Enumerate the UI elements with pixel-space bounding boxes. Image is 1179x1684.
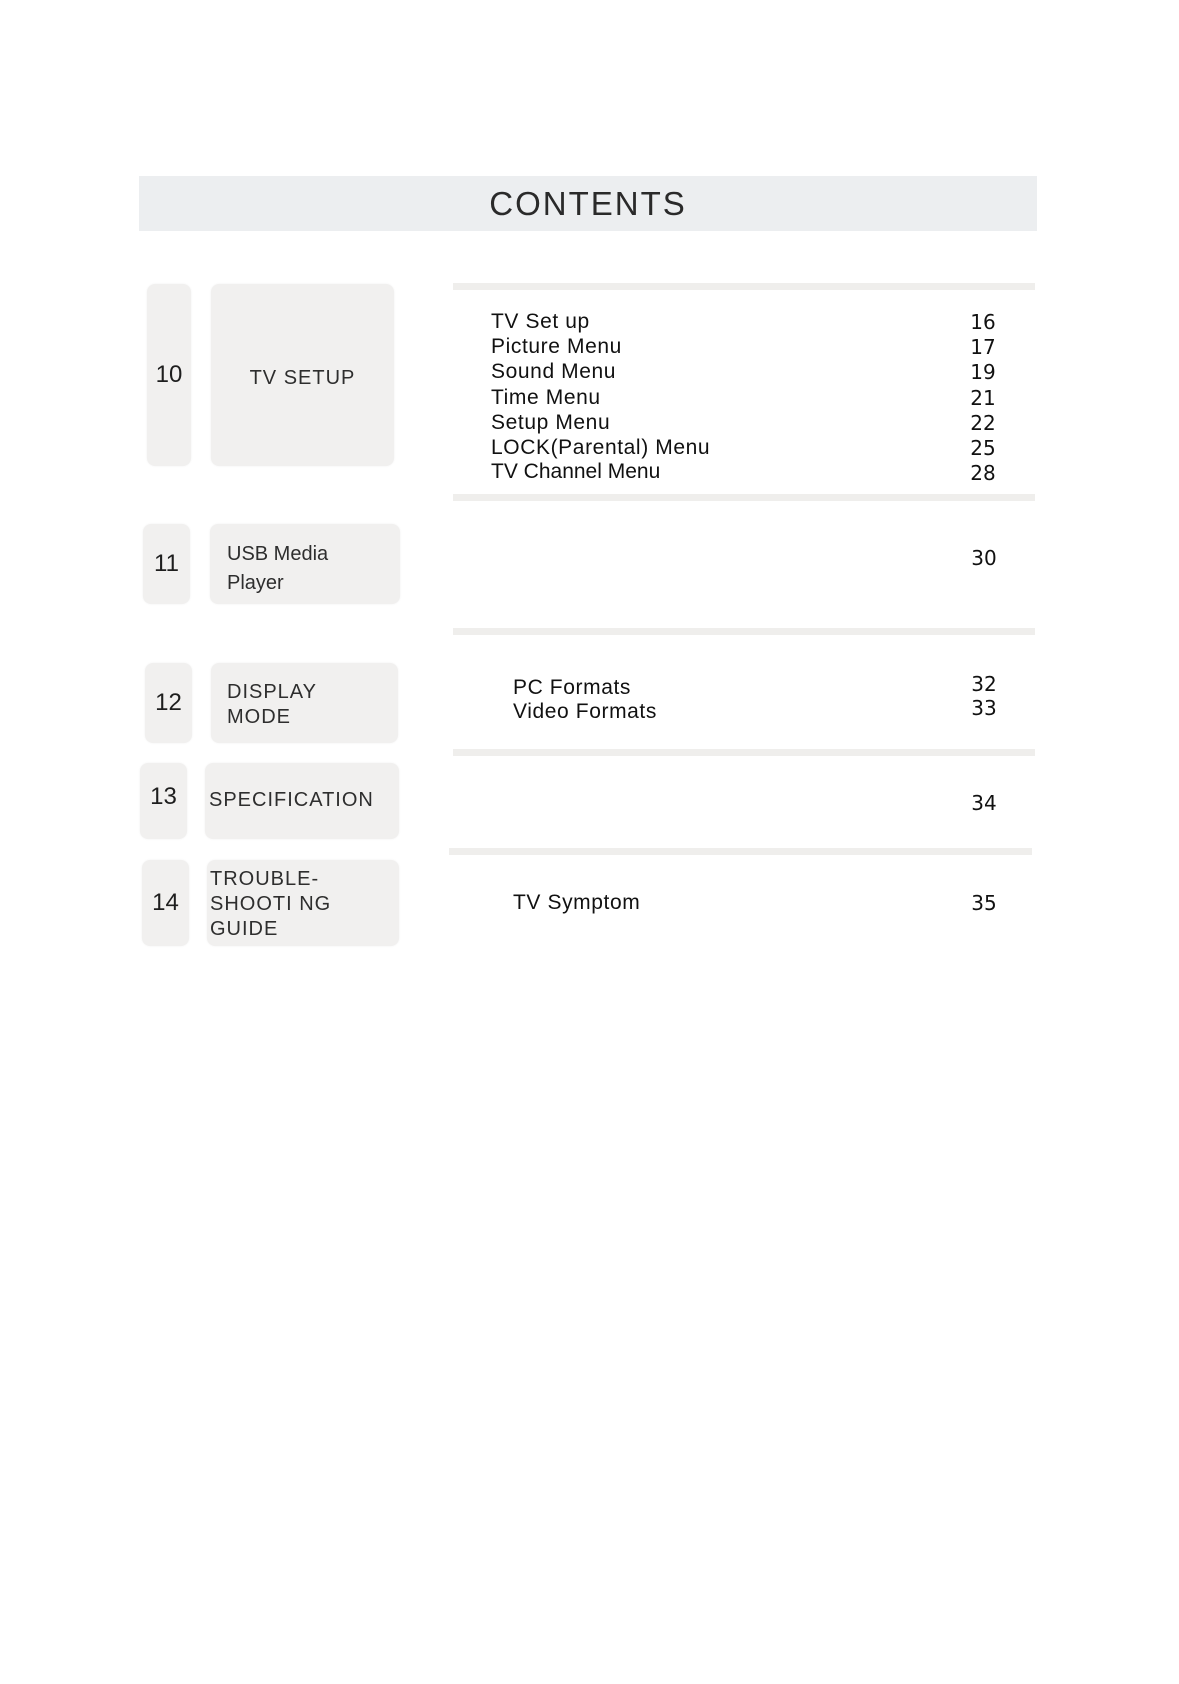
toc-entry-sound-menu[interactable]: Sound Menu	[491, 360, 617, 383]
toc-entry-tv-set-up[interactable]: TV Set up	[491, 310, 590, 333]
section-13-number: 13	[140, 763, 187, 839]
toc-entry-tv-symptom[interactable]: TV Symptom	[513, 891, 641, 914]
section-10-label[interactable]: TV SETUP	[211, 284, 394, 466]
section-12-label[interactable]: DISPLAY MODE	[211, 663, 398, 743]
toc-entry-setup-menu[interactable]: Setup Menu	[491, 411, 611, 434]
section-10-number: 10	[147, 284, 191, 466]
section-12-number: 12	[145, 663, 192, 743]
toc-page-tv-set-up: 16	[970, 310, 996, 334]
toc-page-pc-formats: 32	[971, 672, 997, 696]
separator	[453, 628, 1035, 635]
separator	[453, 283, 1035, 290]
contents-title-bar	[139, 176, 1037, 231]
toc-page-video-formats: 33	[971, 696, 997, 720]
section-11-label[interactable]: USB Media Player	[210, 524, 400, 604]
toc-page-usb-media-player: 30	[971, 546, 997, 570]
toc-page-specification: 34	[971, 791, 997, 815]
toc-entry-video-formats[interactable]: Video Formats	[513, 700, 657, 723]
toc-page-sound-menu: 19	[970, 360, 996, 384]
toc-page-setup-menu: 22	[970, 411, 996, 435]
toc-entry-pc-formats[interactable]: PC Formats	[513, 676, 632, 699]
toc-page-tv-channel-menu: 28	[970, 461, 996, 485]
separator	[453, 749, 1035, 756]
toc-page-picture-menu: 17	[970, 335, 996, 359]
toc-entry-lock-menu[interactable]: LOCK(Parental) Menu	[491, 436, 711, 459]
toc-entry-time-menu[interactable]: Time Menu	[491, 386, 601, 409]
section-14-label[interactable]: TROUBLE- SHOOTI NG GUIDE	[207, 860, 399, 946]
toc-page-tv-symptom: 35	[971, 891, 997, 915]
toc-entry-picture-menu[interactable]: Picture Menu	[491, 335, 622, 358]
toc-entry-tv-channel-menu[interactable]: TV Channel Menu	[491, 460, 661, 483]
toc-page-time-menu: 21	[970, 386, 996, 410]
section-11-number: 11	[143, 524, 190, 604]
separator	[449, 848, 1032, 855]
separator	[453, 494, 1035, 501]
section-14-number: 14	[142, 860, 189, 946]
page-title: CONTENTS	[489, 184, 687, 222]
toc-page-lock-menu: 25	[970, 436, 996, 460]
section-13-label[interactable]: SPECIFICATION	[205, 763, 399, 839]
